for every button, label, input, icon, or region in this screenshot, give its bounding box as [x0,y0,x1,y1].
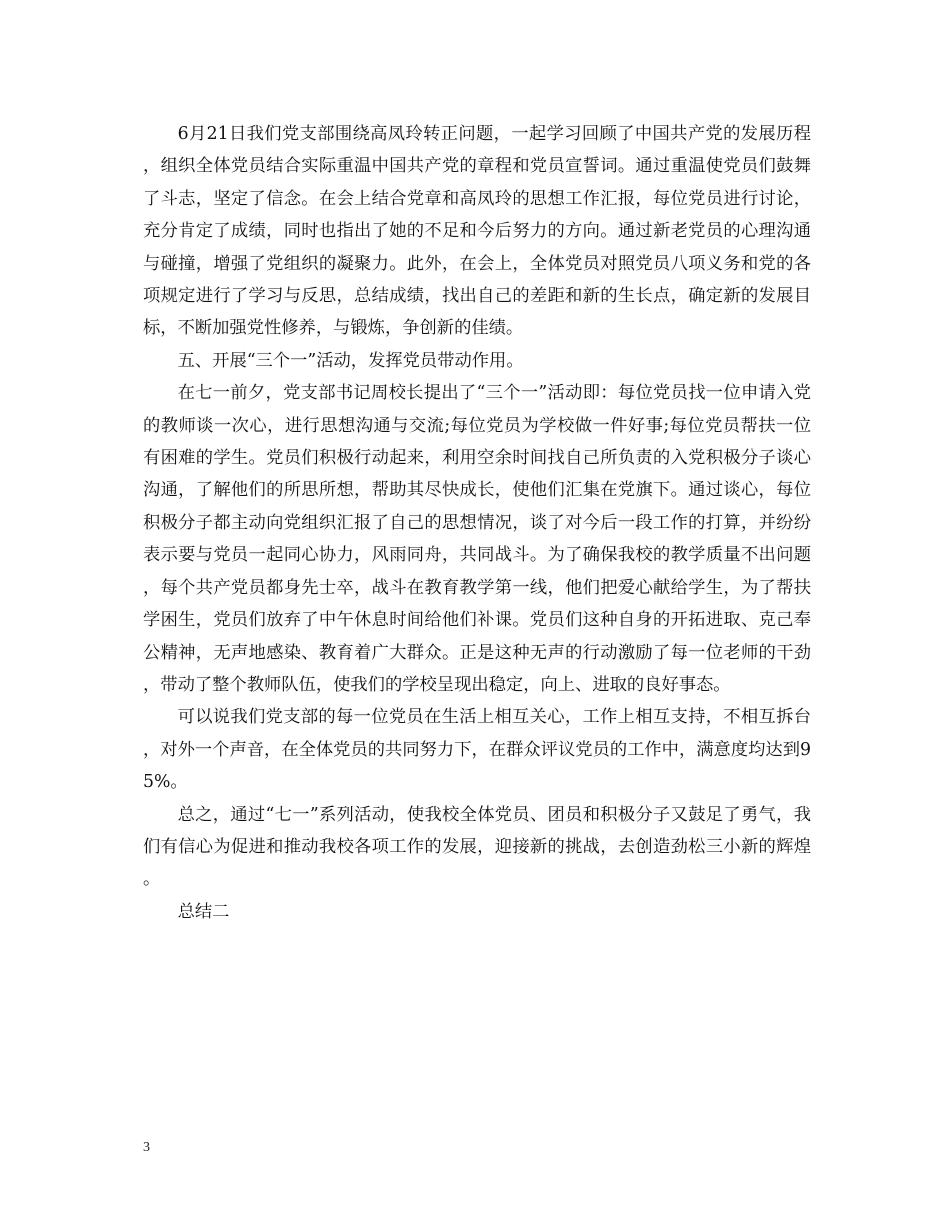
paragraph-summary-two: 总结二 [177,901,230,922]
document-body [143,118,811,928]
paragraph-three-ones-activity: 在七一前夕，党支部书记周校长提出了“三个一”活动即：每位党员找一位申请入党的教师谈一次心，进行思想沟通与交流;每位党员为学校做一件好事;每位党员帮扶一位有困难的学生。党员们积极行动起来，利用空余时间找自己所负责的入党积极分子谈心沟通，了解他们的所思所想，帮助其尽快成长，使他们汇集在党旗下。通过谈心，每位积极分子都主动向党组织汇报了自己的思想情况，谈了对今后一段工作的打算，并纷纷表示要与党员一起同心协力，风雨同舟，共同战斗。为了确保我校的教学质量不出问题，每个共产党员都身先士卒，战斗在教育教学第一线，他们把爱心献给学生，为了帮扶学困生，党员们放弃了中午休息时间给他们补课。党员们这种自身的开拓进取、克己奉公精神，无声地感染、教育着广大群众。正是这种无声的行动激励了每一位老师的干劲，带动了整个教师队伍，使我们的学校呈现出稳定，向上、进取的良好事态。 [143,383,811,695]
paragraph-conclusion: 总之，通过“七一”系列活动，使我校全体党员、团员和积极分子又鼓足了勇气，我们有信心为促进和推动我校各项工作的发展，迎接新的挑战，去创造劲松三小新的辉煌。 [143,804,811,890]
paragraph-section-heading: 五、开展“三个一”活动，发挥党员带动作用。 [177,350,524,371]
paragraph-party-meeting: 6月21日我们党支部围绕高凤玲转正问题，一起学习回顾了中国共产党的发展历程，组织全体党员结合实际重温中国共产党的章程和党员宣誓词。通过重温使党员们鼓舞了斗志，坚定了信念。在会上结合党章和高凤玲的思想工作汇报，每位党员进行讨论，充分肯定了成绩，同时也指出了她的不足和今后努力的方向。通过新老党员的心理沟通与碰撞，增强了党组织的凝聚力。此外，在会上，全体党员对照党员八项义务和党的各项规定进行了学习与反思，总结成绩，找出自己的差距和新的生长点，确定新的发展目标，不断加强党性修养，与锻炼，争创新的佳绩。 [143,124,811,339]
page-number: 3 [143,1140,150,1155]
paragraph-mutual-support: 可以说我们党支部的每一位党员在生活上相互关心，工作上相互支持，不相互拆台，对外一个声音，在全体党员的共同努力下，在群众评议党员的工作中，满意度均达到95%。 [143,707,811,793]
